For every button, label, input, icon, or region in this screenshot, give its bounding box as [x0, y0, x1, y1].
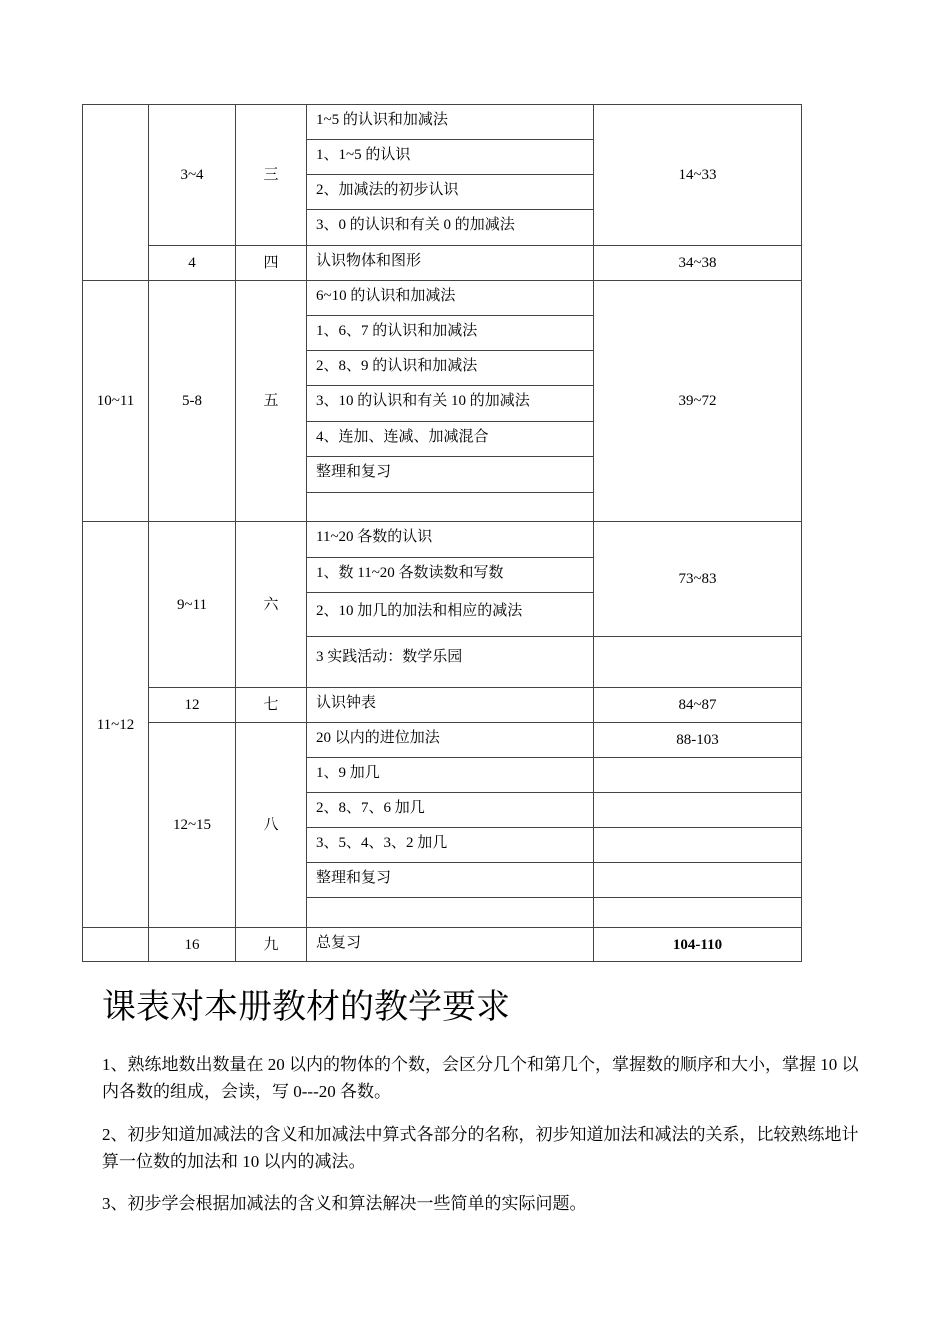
table-row	[83, 246, 802, 281]
month-cell: 11~12	[83, 522, 149, 928]
section-cell: 整理和复习	[307, 457, 594, 493]
pages-cell: 104-110	[594, 928, 802, 962]
empty-cell	[307, 493, 594, 522]
unit-title-cell: 认识钟表	[307, 688, 594, 723]
table-row	[83, 105, 802, 140]
unit-title-cell: 11~20 各数的认识	[307, 522, 594, 558]
weeks-cell: 9~11	[149, 522, 236, 688]
pages-cell: 73~83	[594, 522, 802, 637]
section-cell: 1、6、7 的认识和加减法	[307, 316, 594, 351]
pages-cell: 39~72	[594, 281, 802, 522]
section-cell: 整理和复习	[307, 863, 594, 898]
unit-title-cell: 总复习	[307, 928, 594, 962]
section-cell: 1、数 11~20 各数读数和写数	[307, 558, 594, 593]
requirement-paragraph: 3、初步学会根据加减法的含义和算法解决一些简单的实际问题。	[102, 1194, 587, 1213]
pages-cell: 88-103	[594, 723, 802, 758]
pages-cell: 14~33	[594, 105, 802, 246]
section-cell: 2、10 加几的加法和相应的减法	[307, 593, 594, 637]
weeks-cell: 12	[149, 688, 236, 723]
requirement-paragraph: 1、熟练地数出数量在 20 以内的物体的个数，会区分几个和第几个，掌握数的顺序和大小，掌握 10 以内各数的组成，会读，写 0---20 各数。	[102, 1055, 859, 1101]
section-cell: 2、8、9 的认识和加减法	[307, 351, 594, 386]
weeks-cell: 3~4	[149, 105, 236, 246]
table-row	[83, 522, 802, 558]
unit-cell: 七	[236, 688, 307, 723]
unit-cell: 三	[236, 105, 307, 246]
section-cell: 3 实践活动：数学乐园	[307, 637, 594, 688]
month-cell	[83, 928, 149, 962]
section-cell: 3、10 的认识和有关 10 的加减法	[307, 386, 594, 422]
section-heading: 课表对本册教材的教学要求	[102, 989, 510, 1026]
pages-cell: 34~38	[594, 246, 802, 281]
section-cell: 1、9 加几	[307, 758, 594, 793]
section-cell: 4、连加、连减、加减混合	[307, 422, 594, 457]
unit-cell: 八	[236, 723, 307, 928]
empty-cell	[307, 898, 594, 928]
unit-title-cell: 6~10 的认识和加减法	[307, 281, 594, 316]
table-row	[83, 281, 802, 316]
unit-title-cell: 20 以内的进位加法	[307, 723, 594, 758]
unit-cell: 六	[236, 522, 307, 688]
table-row	[83, 723, 802, 758]
section-cell: 3、0 的认识和有关 0 的加减法	[307, 210, 594, 246]
pages-cell	[594, 863, 802, 898]
requirement-paragraph: 2、初步知道加减法的含义和加减法中算式各部分的名称，初步知道加法和减法的关系，比较熟练地计算一位数的加法和 10 以内的减法。	[102, 1125, 859, 1171]
weeks-cell: 12~15	[149, 723, 236, 928]
pages-cell	[594, 898, 802, 928]
unit-title-cell: 1~5 的认识和加减法	[307, 105, 594, 140]
table-row	[83, 928, 802, 962]
pages-cell	[594, 828, 802, 863]
unit-cell: 五	[236, 281, 307, 522]
weeks-cell: 16	[149, 928, 236, 962]
month-cell: 10~11	[83, 281, 149, 522]
section-cell: 2、8、7、6 加几	[307, 793, 594, 828]
pages-cell: 84~87	[594, 688, 802, 723]
section-cell: 3、5、4、3、2 加几	[307, 828, 594, 863]
weeks-cell: 4	[149, 246, 236, 281]
unit-title-cell: 认识物体和图形	[307, 246, 594, 281]
weeks-cell: 5-8	[149, 281, 236, 522]
section-cell: 1、1~5 的认识	[307, 140, 594, 175]
unit-cell: 四	[236, 246, 307, 281]
unit-cell: 九	[236, 928, 307, 962]
pages-cell	[594, 758, 802, 793]
pages-cell	[594, 637, 802, 688]
section-cell: 2、加减法的初步认识	[307, 175, 594, 210]
pages-cell	[594, 793, 802, 828]
month-cell	[83, 105, 149, 281]
table-row	[83, 688, 802, 723]
teaching-schedule-table	[82, 104, 802, 962]
